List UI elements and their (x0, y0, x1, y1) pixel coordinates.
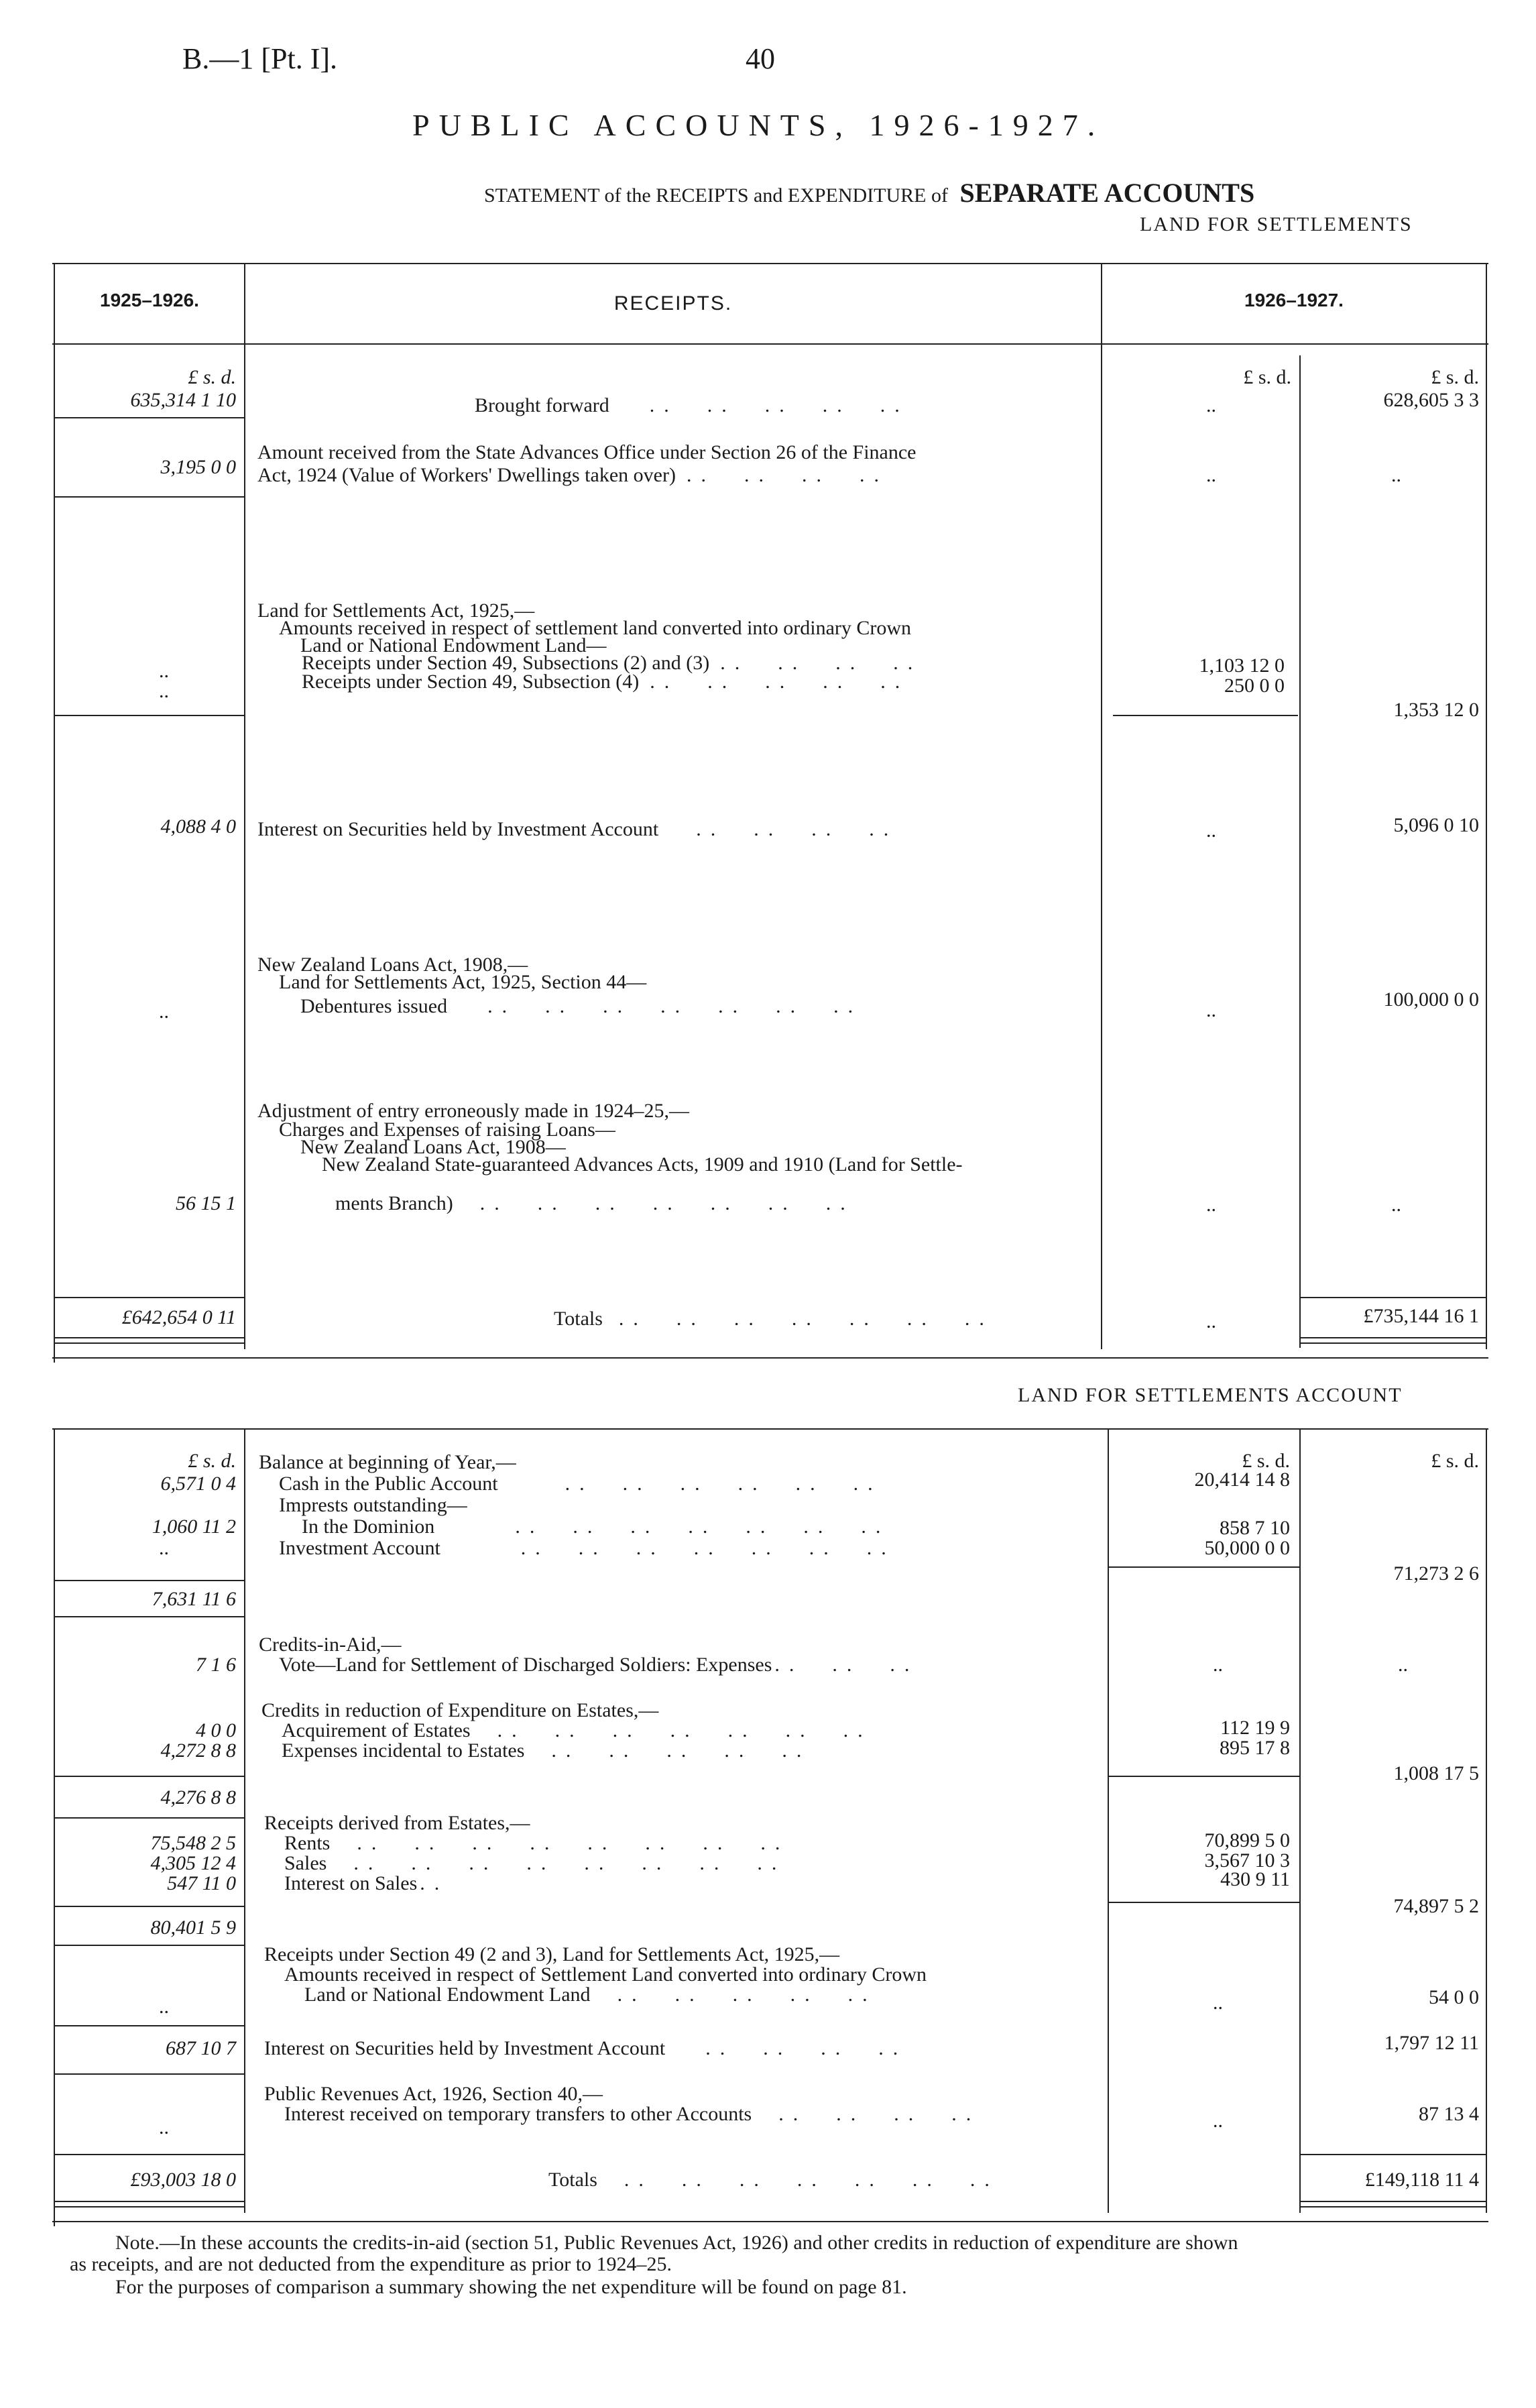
adj-line3: New Zealand Loans Act, 1908— (300, 1136, 566, 1158)
tot1-c2: £735,144 16 1 (1363, 1305, 1479, 1327)
est-prev-interest: 547 11 0 (167, 1872, 236, 1894)
ca-c1: .. (1213, 1654, 1223, 1676)
s49-line3: Land or National Endowment Land .. .. .. .. .. (304, 1984, 877, 2006)
adj-line4: New Zealand State-guaranteed Advances Acts, 1909 and 1910 (Land for Settle- (322, 1153, 963, 1176)
sa-line1: Amount received from the State Advances Office under Section 26 of the Finance (257, 441, 917, 463)
rev-prev: .. (159, 2116, 169, 2138)
lfs-line4: Receipts under Section 49, Subsections (2) and (3) .. .. .. .. (302, 652, 923, 674)
note-line3: For the purposes of comparison a summary showing the net expenditure will be found on page 81. (115, 2276, 907, 2298)
lfs-c2: 1,353 12 0 (1393, 699, 1479, 721)
cr-exp-text: Expenses incidental to Estates (282, 1739, 525, 1762)
col-header-receipts: RECEIPTS. (613, 292, 733, 314)
tot2-c2: £149,118 11 4 (1364, 2169, 1479, 2191)
int2-label: Interest on Securities held by Investment Account .. .. .. .. (264, 2037, 908, 2059)
cr-line1: Credits in reduction of Expenditure on Estates,— (261, 1699, 659, 1721)
page-number: 40 (746, 42, 775, 75)
rev-c2: 87 13 4 (1419, 2103, 1479, 2125)
tot1-label: Totals .. .. .. .. .. .. .. (554, 1308, 994, 1330)
adj-c2: .. (1391, 1194, 1401, 1216)
bal-prev-dominion: 1,060 11 2 (152, 1515, 236, 1538)
cr-prev-exp: 4,272 8 8 (160, 1739, 236, 1762)
t2-unit-c1: £ s. d. (1242, 1450, 1290, 1472)
int2-c2: 1,797 12 11 (1384, 2032, 1479, 2054)
document-reference: B.—1 [Pt. I]. (182, 42, 337, 75)
bal-cash-text: Cash in the Public Account (279, 1473, 498, 1495)
bal-investment: Investment Account .. .. .. .. .. .. .. (279, 1537, 896, 1559)
t2-unit-c2: £ s. d. (1431, 1450, 1479, 1472)
s49-line3-text: Land or National Endowment Land (304, 1984, 591, 2006)
sa-line2: Act, 1924 (Value of Workers' Dwellings taken over) .. .. .. .. (257, 464, 888, 486)
rev-c1: .. (1213, 2110, 1223, 2132)
adj-prev: 56 15 1 (176, 1192, 236, 1214)
est-c2: 74,897 5 2 (1393, 1895, 1479, 1917)
note-line2: as receipts, and are not deducted from the expenditure as prior to 1924–25. (70, 2253, 672, 2275)
cr-prev-acq: 4 0 0 (196, 1719, 236, 1741)
est-interest-text: Interest on Sales (284, 1872, 418, 1894)
bf-label: Brought forward .. .. .. .. .. (475, 394, 909, 416)
est-rents-text: Rents (284, 1832, 331, 1854)
est-interest: Interest on Sales .. (284, 1872, 449, 1894)
est-sales: Sales .. .. .. .. .. .. .. .. (284, 1852, 786, 1874)
adj-line5-text: ments Branch) (335, 1192, 453, 1214)
lfs-line2: Amounts received in respect of settlement land converted into ordinary Crown (279, 617, 912, 639)
tot1-label-text: Totals (554, 1308, 603, 1330)
int1-label: Interest on Securities held by Investment Account .. .. .. .. (257, 818, 898, 840)
adj-c1: .. (1206, 1194, 1216, 1216)
col-header-curr-year: 1926–1927. (1244, 290, 1344, 310)
nzl-line1: New Zealand Loans Act, 1908,— (257, 954, 528, 976)
rev-line2: Interest received on temporary transfers to other Accounts .. .. .. .. (284, 2103, 981, 2125)
est-c1-sales: 3,567 10 3 (1204, 1849, 1290, 1872)
cr-c1-acq: 112 19 9 (1220, 1717, 1290, 1739)
bal-c1-investment: 50,000 0 0 (1204, 1537, 1290, 1559)
int1-c1: .. (1206, 819, 1216, 842)
est-c1-interest: 430 9 11 (1220, 1868, 1290, 1890)
bal-investment-text: Investment Account (279, 1537, 440, 1559)
int1-c2: 5,096 0 10 (1393, 814, 1479, 836)
statement-emphasis: SEPARATE ACCOUNTS (959, 178, 1255, 208)
est-rents: Rents .. .. .. .. .. .. .. .. (284, 1832, 790, 1854)
rev-line1: Public Revenues Act, 1926, Section 40,— (264, 2083, 603, 2105)
tot2-label-text: Totals (548, 2169, 597, 2191)
tot2-prev: £93,003 18 0 (130, 2169, 236, 2191)
ca-prev: 7 1 6 (196, 1654, 236, 1676)
statement-prefix: STATEMENT of the RECEIPTS and EXPENDITURE of (484, 184, 948, 207)
bf-label-text: Brought forward (475, 394, 609, 416)
int1-label-text: Interest on Securities held by Investment Account (257, 818, 659, 840)
t2-unit-prev: £ s. d. (188, 1450, 236, 1472)
nzl-prev: .. (159, 1000, 169, 1023)
sa-line2-text: Act, 1924 (Value of Workers' Dwellings taken over) (257, 464, 676, 486)
note-line1: Note.—In these accounts the credits-in-aid (section 51, Public Revenues Act, 1926) and other credits in reduction of expenditure are shown (115, 2232, 1238, 2254)
bal-dominion: In the Dominion .. .. .. .. .. .. .. (302, 1515, 890, 1538)
tot2-label: Totals .. .. .. .. .. .. .. (548, 2169, 999, 2191)
bal-c1-cash: 20,414 14 8 (1194, 1469, 1290, 1491)
adj-line2: Charges and Expenses of raising Loans— (279, 1119, 615, 1141)
nzl-c2: 100,000 0 0 (1383, 988, 1479, 1011)
sa-c1: .. (1206, 464, 1216, 486)
est-prev-subtotal: 80,401 5 9 (150, 1916, 236, 1939)
bal-c2: 71,273 2 6 (1393, 1562, 1479, 1585)
bf-prev: 635,314 1 10 (130, 389, 236, 411)
s49-c1: .. (1213, 1992, 1223, 2014)
est-sales-text: Sales (284, 1852, 327, 1874)
unit-prev: £ s. d. (188, 366, 236, 388)
subtitle: LAND FOR SETTLEMENTS (1140, 213, 1413, 235)
int1-prev: 4,088 4 0 (160, 815, 236, 838)
unit-curr1: £ s. d. (1243, 366, 1291, 388)
tot1-prev: £642,654 0 11 (121, 1306, 236, 1328)
s49-prev: .. (159, 1996, 169, 2018)
lfs-prev5: .. (159, 680, 169, 702)
unit-curr2: £ s. d. (1431, 366, 1479, 388)
statement-line (484, 177, 1254, 209)
int2-label-text: Interest on Securities held by Investment Account (264, 2037, 666, 2059)
bf-c2: 628,605 3 3 (1383, 389, 1479, 411)
est-prev-sales: 4,305 12 4 (150, 1852, 236, 1874)
ca-line2: Vote—Land for Settlement of Discharged Soldiers: Expenses .. .. .. (279, 1654, 919, 1676)
int2-prev: 687 10 7 (166, 2037, 236, 2059)
bal-line1: Balance at beginning of Year,— (259, 1451, 516, 1473)
lfs-c1a: 1,103 12 0 (1199, 654, 1285, 677)
cr-c1-exp: 895 17 8 (1220, 1737, 1290, 1759)
bal-prev-subtotal: 7,631 11 6 (152, 1588, 236, 1610)
bal-prev-cash: 6,571 0 4 (160, 1473, 236, 1495)
lfs-line5-text: Receipts under Section 49, Subsection (4) (302, 671, 640, 693)
s49-c2: 54 0 0 (1429, 1986, 1479, 2008)
ca-c2: .. (1398, 1654, 1408, 1676)
nzl-line3-text: Debentures issued (300, 995, 448, 1017)
bf-c1: .. (1206, 394, 1216, 416)
ca-line2-text: Vote—Land for Settlement of Discharged Soldiers: Expenses (279, 1654, 772, 1676)
nzl-line3: Debentures issued .. .. .. .. .. .. .. (300, 995, 863, 1017)
bal-cash: Cash in the Public Account .. .. .. .. .. .. (279, 1473, 882, 1495)
est-c1-rents: 70,899 5 0 (1204, 1829, 1290, 1851)
cr-prev-subtotal: 4,276 8 8 (160, 1786, 236, 1809)
page-title: PUBLIC ACCOUNTS, 1926-1927. (412, 108, 1105, 142)
cr-exp: Expenses incidental to Estates .. .. .. .. .. (282, 1739, 811, 1762)
bal-dominion-text: In the Dominion (302, 1515, 435, 1538)
sa-prev: 3,195 0 0 (160, 456, 236, 478)
nzl-line2: Land for Settlements Act, 1925, Section 44— (279, 971, 647, 993)
bal-prev-investment: .. (159, 1537, 169, 1559)
account-heading: LAND FOR SETTLEMENTS ACCOUNT (1018, 1384, 1403, 1406)
lfs-line1: Land for Settlements Act, 1925,— (257, 599, 535, 622)
lfs-line3: Land or National Endowment Land— (300, 634, 607, 656)
lfs-line5: Receipts under Section 49, Subsection (4) .. .. .. .. .. (302, 671, 910, 693)
est-line1: Receipts derived from Estates,— (264, 1812, 530, 1834)
sa-c2: .. (1391, 464, 1401, 486)
lfs-line4-text: Receipts under Section 49, Subsections (2) and (3) (302, 652, 710, 674)
tot1-c1: .. (1206, 1310, 1216, 1332)
s49-line1: Receipts under Section 49 (2 and 3), Land for Settlements Act, 1925,— (264, 1943, 840, 1965)
adj-line5: ments Branch) .. .. .. .. .. .. .. (335, 1192, 855, 1214)
est-prev-rents: 75,548 2 5 (150, 1832, 236, 1854)
rev-line2-text: Interest received on temporary transfers to other Accounts (284, 2103, 752, 2125)
adj-line1: Adjustment of entry erroneously made in 1924–25,— (257, 1100, 690, 1122)
ca-line1: Credits-in-Aid,— (259, 1633, 402, 1656)
s49-line2: Amounts received in respect of Settlement Land converted into ordinary Crown (284, 1963, 927, 1986)
nzl-c1: .. (1206, 999, 1216, 1021)
bal-imprests: Imprests outstanding— (279, 1494, 467, 1516)
col-header-prev-year: 1925–1926. (100, 290, 199, 310)
lfs-c1b: 250 0 0 (1224, 675, 1285, 697)
bal-c1-dominion: 858 7 10 (1220, 1517, 1290, 1539)
cr-acq-text: Acquirement of Estates (282, 1719, 471, 1741)
cr-acq: Acquirement of Estates .. .. .. .. .. .. .. (282, 1719, 872, 1741)
cr-c2: 1,008 17 5 (1393, 1762, 1479, 1784)
lfs-prev4: .. (159, 660, 169, 682)
